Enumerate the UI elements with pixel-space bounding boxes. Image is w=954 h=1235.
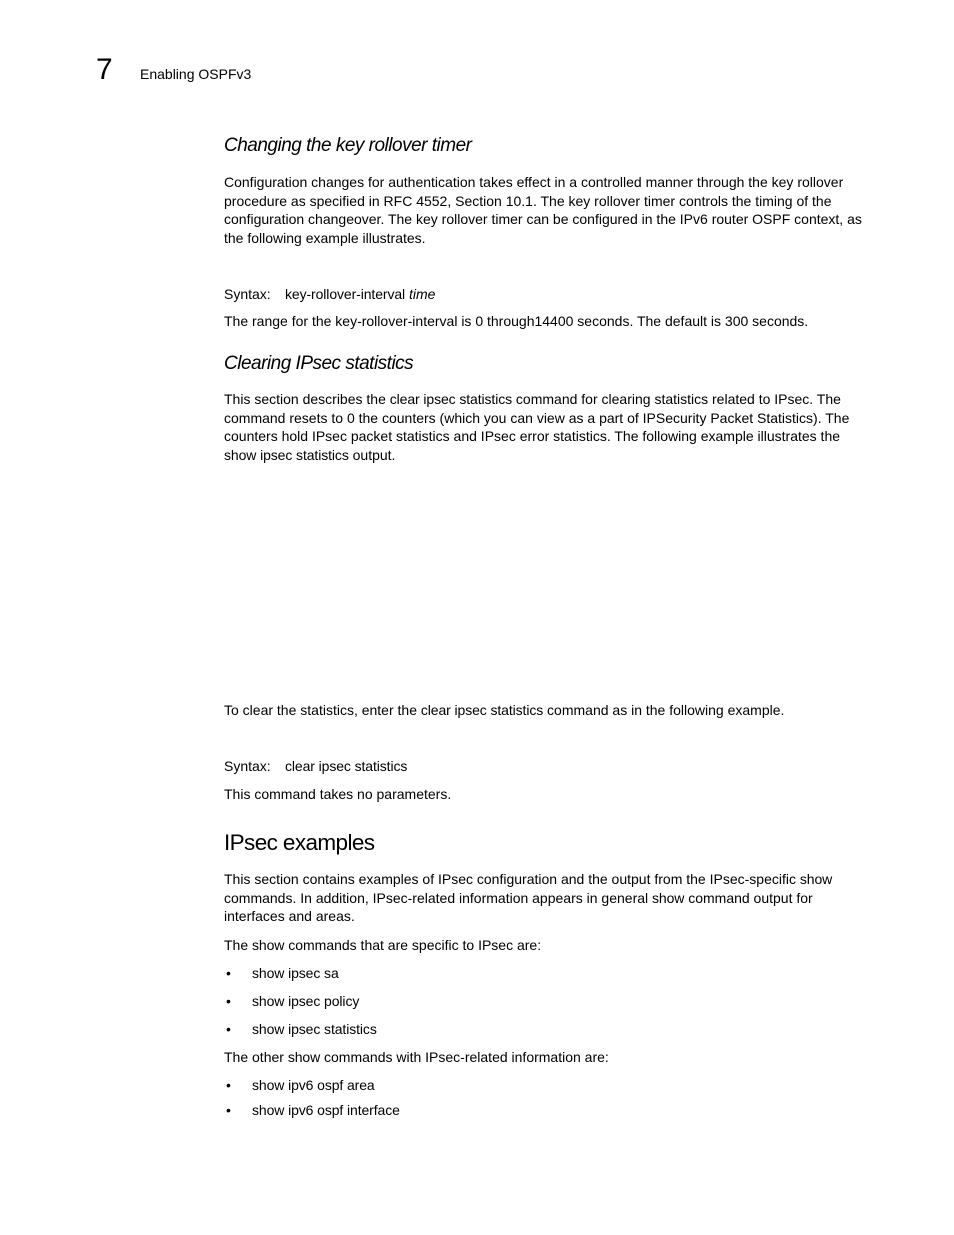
command-text: show	[252, 937, 285, 953]
bullet-icon: •	[226, 993, 231, 1009]
bullet-icon: •	[226, 1102, 231, 1118]
text-run: This section describes the	[224, 391, 390, 407]
range-text: The range for the key-rollover-interval is 0 through14400 seconds. The default is 300 seconds.	[224, 313, 809, 329]
list-item-command: show ipsec sa	[252, 965, 339, 981]
command-text: show ipsec statistics	[224, 447, 349, 464]
chapter-number: 7	[96, 53, 113, 86]
text-run: This section contains examples of IPsec configuration and the output from the IPsec-specific	[224, 871, 800, 887]
section-heading-ipsec-examples: IPsec examples	[224, 830, 375, 855]
syntax-command: key-rollover-interval	[285, 286, 406, 302]
syntax-command: clear ipsec statistics	[285, 758, 408, 774]
list-item-command: show ipv6 ospf area	[252, 1077, 375, 1093]
bullet-icon: •	[226, 1021, 231, 1037]
command-text: show	[287, 1049, 321, 1065]
text-run: commands that are specific to IPsec are:	[284, 937, 542, 953]
command-text: show	[799, 871, 833, 887]
list-item	[224, 1020, 377, 1038]
show-commands-intro	[224, 936, 541, 954]
other-show-commands-intro	[224, 1048, 609, 1066]
section-heading-clearing-ipsec: Clearing IPsec statistics	[224, 353, 414, 374]
list-item	[224, 992, 359, 1010]
list-item-command: show ipv6 ospf interface	[252, 1102, 400, 1118]
no-params-text: This command takes no parameters.	[224, 786, 452, 802]
command-text: show	[652, 889, 685, 906]
command-text: clear ipsec statistics	[420, 702, 544, 718]
text-run: commands with IPsec-related information are:	[320, 1049, 609, 1065]
text-run: commands. In addition, IPsec-related information appears in general	[224, 889, 653, 906]
text-run: command output for interfaces and areas.	[224, 889, 813, 925]
section-heading-key-rollover: Changing the key rollover timer	[224, 135, 472, 156]
syntax-label: Syntax:	[224, 758, 271, 774]
text-run: To clear the statistics, enter the	[224, 702, 421, 718]
list-item-command: show ipsec policy	[252, 993, 360, 1009]
text-run: command for clearing statistics related to IPsec. The command resets to 0 the counters (which you can view as a part of IPSecurity Packet Statistics). The counters hold IPsec packet statistics and IPsec error statistics. The following example illustrates the	[224, 391, 850, 445]
list-item	[224, 1076, 375, 1094]
text-run: output.	[348, 447, 396, 464]
text-run: command as in the following example.	[543, 702, 785, 718]
clear-stats-instruction	[224, 701, 784, 719]
syntax-key-rollover	[224, 285, 435, 303]
list-item-command: show ipsec statistics	[252, 1021, 377, 1037]
bullet-icon: •	[226, 965, 231, 981]
command-text: clear ipsec statistics	[389, 391, 513, 407]
key-rollover-text: Configuration changes for authentication takes effect in a controlled manner through the key rollover procedure as specified in RFC 4552, Section 10.1. The key rollover timer controls the timing of the configuration changeover. The key rollover timer can be configured in the IPv6 router OSPF context, as the following example illustrates.	[224, 174, 862, 247]
chapter-title: Enabling OSPFv3	[140, 66, 252, 82]
syntax-label: Syntax:	[224, 286, 271, 302]
list-item	[224, 1101, 400, 1119]
syntax-argument: time	[408, 286, 436, 302]
list-item	[224, 964, 339, 982]
key-rollover-paragraph	[224, 173, 870, 248]
clearing-ipsec-paragraph	[224, 390, 870, 465]
ipsec-examples-paragraph	[224, 870, 870, 926]
text-run: The	[224, 937, 253, 953]
bullet-icon: •	[226, 1077, 231, 1093]
syntax-clear-ipsec	[224, 757, 407, 775]
text-run: The other	[224, 1049, 288, 1065]
